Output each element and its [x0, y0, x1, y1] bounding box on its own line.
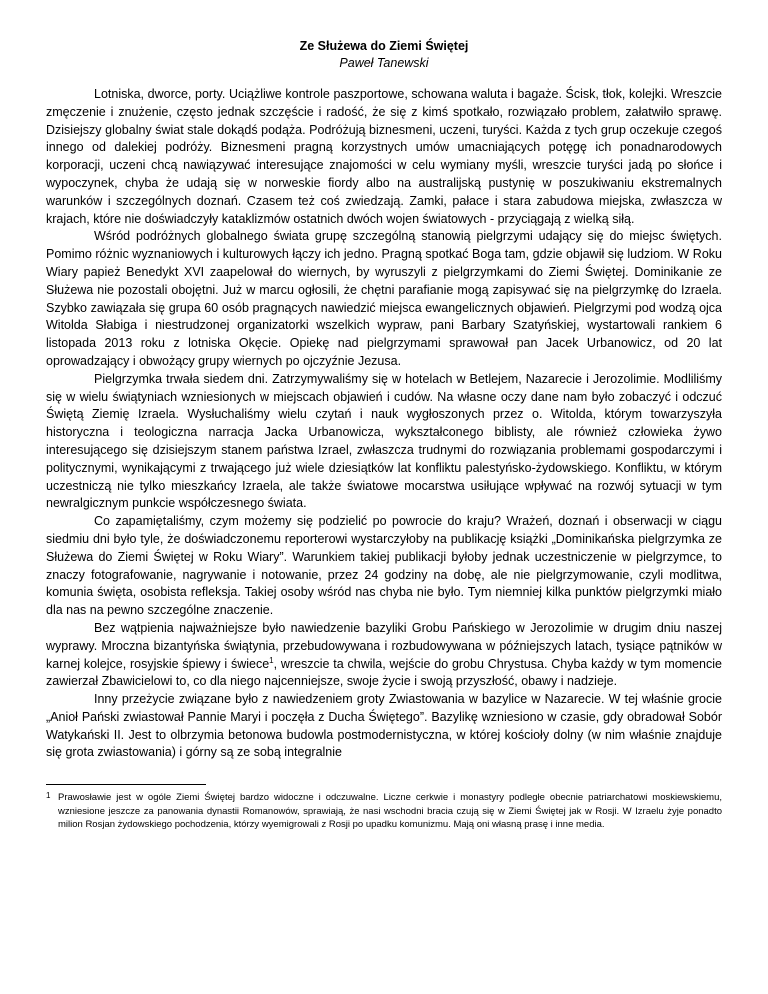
paragraph: Co zapamiętaliśmy, czym możemy się podzielić po powrocie do kraju? Wrażeń, doznań i obserwacji w ciągu siedmiu dni było tyle, że doświadczonemu reporterowi wystarczyłoby na publikację książki „Dominikańska pielgrzymka ze Służewa do Ziemi Świętej w Roku Wiary”. Warunkiem takiej publikacji byłoby jednak uczestniczenie w pielgrzymce, to znaczy fotografowanie, nagrywanie i notowanie, przez 24 godziny na dobę, ale nie pielgrzymowanie, czyli modlitwa, komunia święta, osobista refleksja. Takiej osoby wśród nas chyba nie było. Tym niemniej kilka punktów pielgrzymki miało dla nas na pewno szczególne znaczenie. — [46, 514, 722, 618]
paragraph-text: Bez wątpienia najważniejsze było nawiedzenie bazyliki Grobu Pańskiego w Jerozolimie w drugim dniu naszej wyprawy. Mroczna bizantyńska świątynia, przebudowywana i rozbudowywana w późniejszych latach, tysiące pątników w karnej kolejce, rosyjskie śpiewy i świece — [46, 620, 722, 671]
footnotes — [46, 784, 722, 832]
paragraph: Pielgrzymka trwała siedem dni. Zatrzymywaliśmy się w hotelach w Betlejem, Nazarecie i Jerozolimie. Modliliśmy się w wielu świątyniach wzniesionych w miejscach objawień i cudów. Na własne oczy dane nam było zobaczyć i odczuć Świętą Ziemię Izraela. Wysłuchaliśmy wielu czytań i nauk wygłoszonych przez o. Witolda, którym towarzyszyła historyczna i teologiczna narracja Jacka Urbanowicza, wykształconego biblisty, ale również człowieka żywo interesującego się dzisiejszym stanem państwa Izrael, zwłaszcza trudnymi do rozwiązania problemami gospodarczymi i politycznymi, wynikającymi z trwającego już wiele dziesiątków lat konfliktu palestyńsko-żydowskiego. Konfliktu, w którym uczestniczą nie tylko mieszkańcy Izraela, ale także światowe mocarstwa usiłujące wpływać na rozwój sytuacji w tym newralgicznym punkcie współczesnego świata. — [46, 371, 722, 511]
paragraph: Lotniska, dworce, porty. Uciążliwe kontrole paszportowe, schowana waluta i bagaże. Ścisk, tłok, kolejki. Wreszcie zmęczenie i znużenie, często jednak szczęście i radość, że się z kimś spotkało, rozwiązało problem, załatwiło sprawę. Dzisiejszy globalny świat stale dokądś podąża. Podróżują biznesmeni, uczeni, turyści. Każda z tych grup oczekuje czegoś innego od dalekiej podróży. Biznesmeni pragną korzystnych umów umacniających potęgę ich ponadnarodowych korporacji, uczeni chcą nawiązywać interesujące znajomości w celu wymiany myśli, wreszcie turyści jadą po słońce i wypoczynek, chyba że udają się w norweskie fiordy albo na australijską pustynię w poszukiwaniu ekstremalnych warunków i szczególnych doznań. Czasem też coś zwiedzają. Zamki, pałace i stara zabudowa miejska, zwłaszcza w krajach, które nie doświadczyły kataklizmów ostatnich dwóch wojen światowych - przyciągają z wielką siłą. — [46, 87, 722, 226]
footnote-reference[interactable]: 1 — [269, 655, 274, 665]
paragraph: Inny przeżycie związane było z nawiedzeniem groty Zwiastowania w bazylice w Nazarecie. W tej właśnie grocie „Anioł Pański zwiastował Pannie Maryi i poczęła z Ducha Świętego”. Bazylikę wzniesiono w czasie, gdy obradował Sobór Watykański II. Jest to olbrzymia betonowa budowla postmodernistyczna, w której kościoły dolny (w nim właśnie znajduje się grota zwiastowania) i górny są ze sobą integralnie — [46, 692, 722, 760]
footnote-separator — [46, 784, 206, 785]
footnote-text: Prawosławie jest w ogóle Ziemi Świętej bardzo widoczne i odczuwalne. Liczne cerkwie i monastyry podległe obecnie patriarchatowi moskiewskiemu, wzniesione jeszcze za panowania dynastii Romanowów, sprawiają, że nasi wschodni bracia czują się w Ziemi Świętej jak w Rosji. W Izraelu żyje ponadto milion Rosjan żydowskiego pochodzenia, którzy wyemigrowali z Rosji po upadku komunizmu. Mają oni własną prasę i inne media. — [58, 792, 722, 831]
title-block — [46, 38, 722, 72]
paragraph-with-footnote — [46, 620, 722, 691]
document-body — [46, 86, 722, 762]
paragraph-text: , wreszcie ta chwila, wejście do grobu Chrystusa. Chyba każdy w tym momencie zawierzał Zbawicielowi to, co dla niego najcenniejsze, swoje życie i swoją przyszłość, obawy i nadzieje. — [46, 656, 722, 689]
footnote-number: 1 — [46, 791, 51, 801]
paragraph: Wśród podróżnych globalnego świata grupę szczególną stanowią pielgrzymi udający się do miejsc świętych. Pomimo różnic wyznaniowych i kulturowych łączy ich jedno. Pragną spotkać Boga tam, gdzie objawił się ludziom. W Roku Wiary papież Benedykt XVI zaapelował do wiernych, by wyruszyli z pielgrzymkami do Ziemi Świętej. Dominikanie ze Służewa nie pozostali obojętni. Już w marcu ogłosili, że chętni parafianie mogą zapisywać się na pielgrzymkę do Izraela. Szybko zawiązała się grupa 60 osób pragnących nawiedzić miejsca ewangelicznych objawień. Pielgrzymi pod wodzą ojca Witolda Słabiga i niestrudzonej organizatorki wszelkich wypraw, pani Barbary Szatyńskiej, wystartowali rankiem 6 listopada 2013 roku z lotniska Okęcie. Opiekę nad pielgrzymami sprawował pan Jacek Urbanowicz, od 20 lat oprowadzający i obwożący grupy wiernych po ojczyźnie Jezusa. — [46, 229, 722, 368]
document-title: Ze Służewa do Ziemi Świętej — [299, 39, 469, 53]
document-author: Paweł Tanewski — [339, 56, 429, 70]
footnote — [46, 791, 722, 832]
